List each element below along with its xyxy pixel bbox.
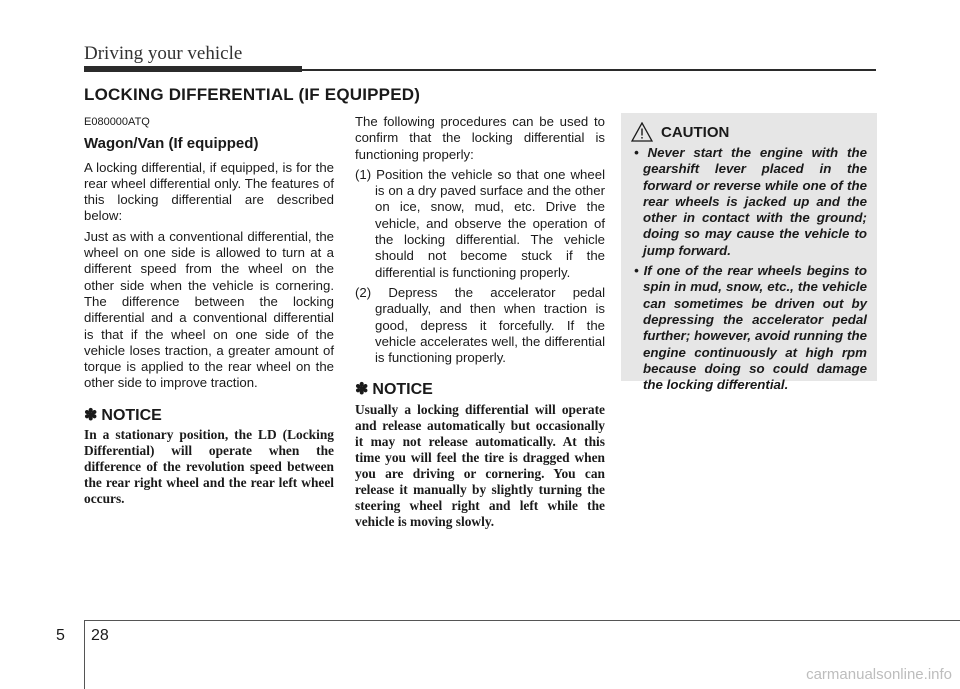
page-header-title: Driving your vehicle	[84, 43, 243, 64]
chapter-number: 5	[56, 627, 65, 644]
notice-heading	[84, 408, 334, 424]
page-number: 28	[91, 627, 109, 644]
notice-heading	[355, 382, 605, 398]
footer-rule-vertical	[84, 620, 85, 689]
procedure-list	[355, 167, 605, 367]
header-rule-thin	[302, 69, 876, 71]
section-code: E080000ATQ	[84, 116, 150, 128]
list-item: (1) Position the vehicle so that one wheel is on a dry paved surface and the other on ice, snow, mud, etc. Drive the vehicle, and observe the operation of the locking differential. The vehicle should not become stuck if the differential is functioning properly.	[355, 166, 605, 280]
footer-rule-horizontal	[84, 620, 960, 621]
caution-list	[631, 145, 867, 393]
caution-title: CAUTION	[661, 123, 730, 141]
caution-item-text: If one of the rear wheels begins to spin in mud, snow, etc., the vehicle can sometimes be driven out by depressing the accelerator pedal further; however, avoid running the engine continuously at high rpm because doing so could damage the locking differential.	[643, 263, 867, 393]
header-rule-thick	[84, 66, 302, 72]
warning-triangle-icon	[631, 122, 653, 142]
notice-mark-icon: ✽	[84, 406, 98, 424]
list-item: (2) Depress the accelerator pedal gradually, and then when traction is good, depress it forcefully. If the vehicle accelerates well, the differential is functioning properly.	[355, 284, 605, 366]
list-item: • Never start the engine with the gearshift lever placed in the forward or reverse while one of the rear wheels is jacked up and the other in contact with the ground; doing so may cause the vehicle to jump forward.	[634, 145, 867, 258]
middle-column	[355, 114, 605, 531]
caution-item-text: Never start the engine with the gearshift lever placed in the forward or reverse while one of the rear wheels is jacked up and the other in contact with the ground; doing so may cause the vehicle to jump forward.	[643, 145, 867, 258]
paragraph: The following procedures can be used to confirm that the locking differential is functioning properly:	[355, 114, 605, 162]
watermark: carmanualsonline.info	[806, 666, 952, 683]
notice-text: Usually a locking differential will operate and release automatically but occasionally it may not release automatically. At this time you will feel the tire is dragged when you are driving or cornering. You can release it manually by slightly turning the steering wheel right and left while the vehicle is moving slowly.	[355, 401, 605, 530]
section-title: LOCKING DIFFERENTIAL (IF EQUIPPED)	[84, 85, 421, 104]
left-column	[84, 114, 334, 508]
list-item: • If one of the rear wheels begins to spin in mud, snow, etc., the vehicle can sometimes be driven out by depressing the accelerator pedal further; however, avoid running the engine continuously at high rpm because doing so could damage the locking differential.	[634, 263, 867, 393]
notice-text: In a stationary position, the LD (Locking Differential) will operate when the difference of the revolution speed between the rear right wheel and the rear left wheel occurs.	[84, 427, 334, 507]
caution-box	[621, 113, 877, 393]
caution-heading	[631, 122, 867, 142]
paragraph: A locking differential, if equipped, is for the rear wheel differential only. The features of this locking differential are described below:	[84, 159, 334, 224]
notice-mark-icon: ✽	[355, 381, 369, 399]
notice-title: NOTICE	[101, 406, 162, 424]
notice-title: NOTICE	[372, 381, 433, 399]
paragraph: Just as with a conventional differential, the wheel on one side is allowed to turn at a different speed from the wheel on the other side when the vehicle is cornering. The difference between the locking differential and a conventional differential is that if the wheel on one side of the vehicle loses traction, a greater amount of torque is applied to the rear wheel on the other side to improve traction.	[84, 228, 334, 391]
subsection-heading: Wagon/Van (If equipped)	[84, 135, 259, 153]
